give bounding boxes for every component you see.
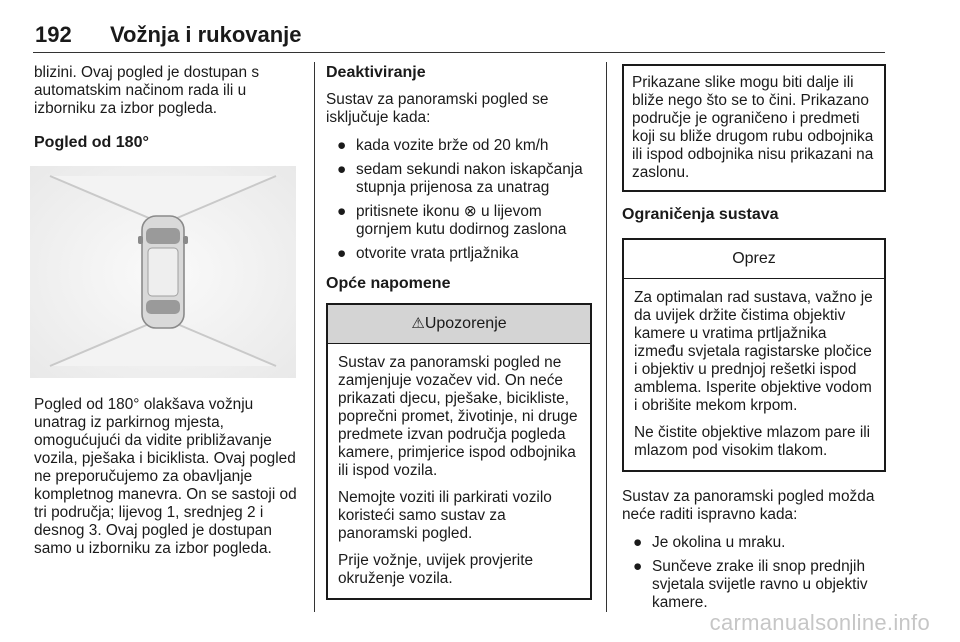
caution-paragraph: Ne čistite objektive mlazom pare ili mlazom pod visokim tlakom. (634, 424, 871, 459)
warning-paragraph: Prije vožnje, uvijek provjerite okruženje vozila. (338, 552, 534, 587)
section-heading-limitations: Ograničenja sustava (622, 206, 779, 223)
caution-paragraph: Za optimalan rad sustava, važno je da uvijek držite čistima objektiv kamere u vratima prtljažnika između svjetala ragistarske pločice i objektiv u prednjoj rešetki ispod amblema. Isperite objektive vodom i obrišite mekom krpom. (634, 289, 873, 414)
note-text: Prikazane slike mogu biti dalje ili bliže nego što se to čini. Prikazano područje je ograničeno i predmeti koji su bliže drugom rubu odbojnika ili ispod odbojnika nisu prikazani na zaslonu. (632, 74, 874, 181)
page-title: Vožnja i rukovanje (110, 22, 302, 47)
column-left (34, 64, 302, 558)
column-right (622, 64, 886, 618)
section-heading-deactivation: Deaktiviranje (326, 64, 426, 81)
column-divider (314, 62, 315, 612)
bullet-icon: ● (633, 558, 643, 575)
deactivation-list (326, 137, 592, 263)
list-item: ● kada vozite brže od 20 km/h (337, 137, 549, 154)
limitations-intro: Sustav za panoramski pogled možda neće raditi ispravno kada: (622, 488, 875, 523)
warning-triangle-icon: ⚠ (411, 315, 425, 332)
warning-header (328, 305, 590, 344)
watermark: carmanualsonline.info (709, 610, 930, 635)
warning-body (328, 344, 590, 598)
view-180-figure (30, 166, 296, 378)
bullet-icon: ● (633, 534, 643, 551)
warning-box (326, 303, 592, 600)
list-item: ● pritisnete ikonu ⊗ u lijevom gornjem kutu dodirnog zaslona (337, 203, 567, 238)
section-heading-general-notes: Opće napomene (326, 275, 451, 292)
bullet-icon: ● (337, 161, 347, 178)
list-item: ● Je okolina u mraku. (633, 534, 786, 551)
warning-title: Upozorenje (424, 315, 507, 332)
note-body (624, 66, 884, 190)
page-number: 192 (35, 22, 72, 47)
list-item: ● Sunčeve zrake ili snop prednjih svjetala svijetle ravno u objektiv kamere. (633, 558, 868, 611)
limitations-list (622, 534, 886, 612)
car-top-view-illustration (30, 166, 296, 378)
intro-text: blizini. Ovaj pogled je dostupan s automatskim načinom rada ili u izborniku za izbor pogleda. (34, 64, 260, 117)
bullet-icon: ● (337, 137, 347, 154)
warning-paragraph: Sustav za panoramski pogled ne zamjenjuje vozačev vid. On neće prikazati djecu, pješake, bicikliste, poprečni promet, životinje, ni druge predmete izvan područja pogleda kamere, primjerice ispod odbojnika ili ispod vozila. (338, 354, 578, 479)
list-item: ● sedam sekundi nakon iskapčanja stupnja prijenosa za unatrag (337, 161, 583, 196)
page-header (33, 22, 885, 53)
note-box (622, 64, 886, 192)
caution-box (622, 238, 886, 472)
bullet-icon: ● (337, 245, 347, 262)
deactivation-intro: Sustav za panoramski pogled se isključuje kada: (326, 91, 549, 126)
caution-header: Oprez (624, 240, 884, 279)
body-text-180: Pogled od 180° olakšava vožnju unatrag iz parkirnog mjesta, omogućujući da vidite približavanje vozila, pješaka i biciklista. Ovaj pogled ne preporučujemo za obavljanje kompletnog manevra. On se sastoji od tri područja; lijevog 1, srednjeg 2 i desnog 3. Ovaj pogled je dostupan samo u izborniku za izbor pogleda. (34, 396, 297, 557)
warning-paragraph: Nemojte voziti ili parkirati vozilo koristeći samo sustav za panoramski pogled. (338, 489, 552, 542)
caution-body (624, 279, 884, 470)
bullet-icon: ● (337, 203, 347, 220)
column-middle (326, 64, 592, 600)
section-heading-180: Pogled od 180° (34, 134, 149, 151)
column-divider (606, 62, 607, 612)
list-item: ● otvorite vrata prtljažnika (337, 245, 519, 262)
